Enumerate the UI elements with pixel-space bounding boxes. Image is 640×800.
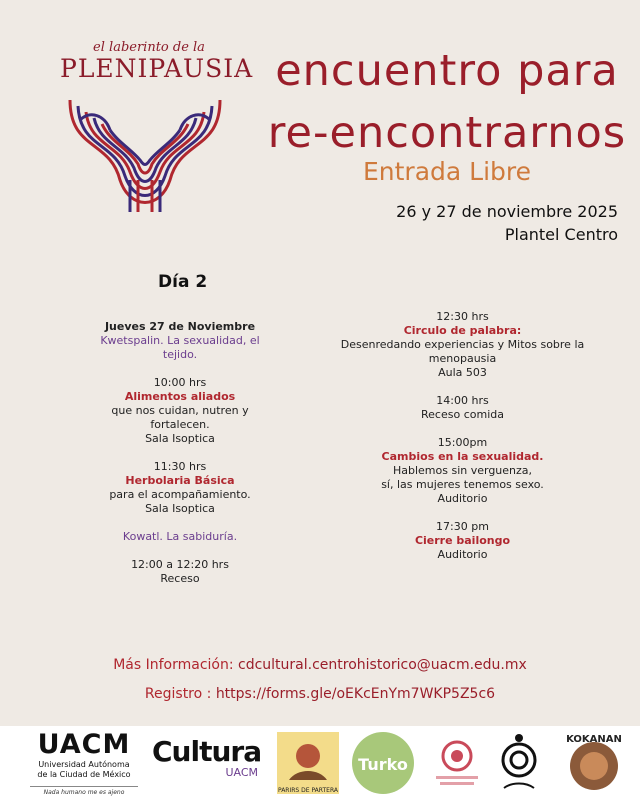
place-line: Plantel Centro <box>504 225 618 244</box>
session-room: Sala Isoptica <box>145 502 215 515</box>
cultura-uacm-logo <box>152 735 262 779</box>
session-cierre <box>320 520 605 562</box>
event-title <box>262 40 632 164</box>
registration <box>0 686 640 702</box>
session-room: Sala Isoptica <box>145 432 215 445</box>
session-time: 17:30 pm <box>436 520 489 533</box>
parir-text: PARIRS DE PARTERA <box>277 787 339 794</box>
uacm-line-2: de la Ciudad de México <box>37 770 131 779</box>
session-time: 12:00 a 12:20 hrs <box>131 558 229 571</box>
more-info <box>0 657 640 673</box>
session-time: 11:30 hrs <box>153 460 207 473</box>
session-receso <box>90 558 270 586</box>
session-comida <box>320 394 605 422</box>
session-title: Herbolaria Básica <box>125 474 235 487</box>
schedule-right <box>320 310 605 576</box>
session-time: 15:00pm <box>437 436 488 449</box>
kokanan-logo <box>554 730 634 796</box>
entrada-libre: Entrada Libre <box>362 157 532 186</box>
session-herbolaria <box>90 460 270 516</box>
uacm-slogan: Nada humano me es ajeno <box>30 786 138 796</box>
schedule-date: Jueves 27 de Noviembre <box>104 320 256 333</box>
date-line: 26 y 27 de noviembre 2025 <box>396 202 618 221</box>
uacm-logo <box>30 730 138 796</box>
schedule-left <box>90 320 270 600</box>
logo-main-word: PLENIPAUSIA <box>60 54 254 83</box>
session-room: Auditorio <box>437 548 488 561</box>
sponsor-footer <box>0 726 640 800</box>
event-dates <box>396 200 618 246</box>
session-time: 12:30 hrs <box>436 310 489 323</box>
day-label: Día 2 <box>158 272 208 292</box>
more-info-label: Más Información: <box>113 657 234 673</box>
cultura-sub: UACM <box>225 766 258 779</box>
session-desc: sí, las mujeres tenemos sexo. <box>381 478 544 491</box>
session-room: Auditorio <box>437 492 488 505</box>
acompanamiento-logo <box>424 730 490 796</box>
session-alimentos <box>90 376 270 446</box>
registration-label: Registro : <box>144 686 212 702</box>
session-desc: Receso comida <box>421 408 504 421</box>
parir-partera-logo <box>275 730 341 796</box>
registration-link[interactable]: https://forms.gle/oEKcEnYm7WKP5Z5c6 <box>215 686 496 702</box>
plenipausia-logo <box>60 40 254 215</box>
session-title: Circulo de palabra: <box>403 324 522 337</box>
title-line-1: encuentro para <box>275 46 619 96</box>
session-time: 14:00 hrs <box>436 394 489 407</box>
session-desc: Hablemos sin verguenza, <box>392 464 533 477</box>
session-room: Aula 503 <box>438 366 487 379</box>
session-title: Cierre bailongo <box>414 534 511 547</box>
session-desc: que nos cuidan, nutren y fortalecen. <box>111 404 249 431</box>
session-desc: para el acompañamiento. <box>109 488 251 501</box>
yoalticitl-logo <box>490 730 548 796</box>
kokanan-text: KOKANAN <box>566 734 622 745</box>
session-time: 10:00 hrs <box>153 376 207 389</box>
session-circulo <box>320 310 605 380</box>
cultura-wordmark: Cultura <box>152 735 262 768</box>
session-title: Cambios en la sexualidad. <box>381 450 544 463</box>
turko-text: Turko <box>358 755 408 774</box>
theme-kwetspalin: Kwetspalin. La sexualidad, el tejido. <box>100 334 260 361</box>
email-link[interactable]: cdcultural.centrohistorico@uacm.edu.mx <box>238 657 527 673</box>
session-cambios <box>320 436 605 506</box>
turko-logo <box>350 730 416 796</box>
session-desc: Receso <box>160 572 200 585</box>
session-title: Alimentos aliados <box>124 390 236 403</box>
logo-top-line: el laberinto de la <box>93 40 205 55</box>
session-desc: Desenredando experiencias y Mitos sobre la menopausia <box>340 338 585 365</box>
uacm-wordmark: UACM <box>37 729 131 760</box>
uacm-line-1: Universidad Autónoma <box>38 760 130 769</box>
title-line-2: re-encontrarnos <box>267 108 627 158</box>
theme-kowatl: Kowatl. La sabiduría. <box>122 530 238 543</box>
